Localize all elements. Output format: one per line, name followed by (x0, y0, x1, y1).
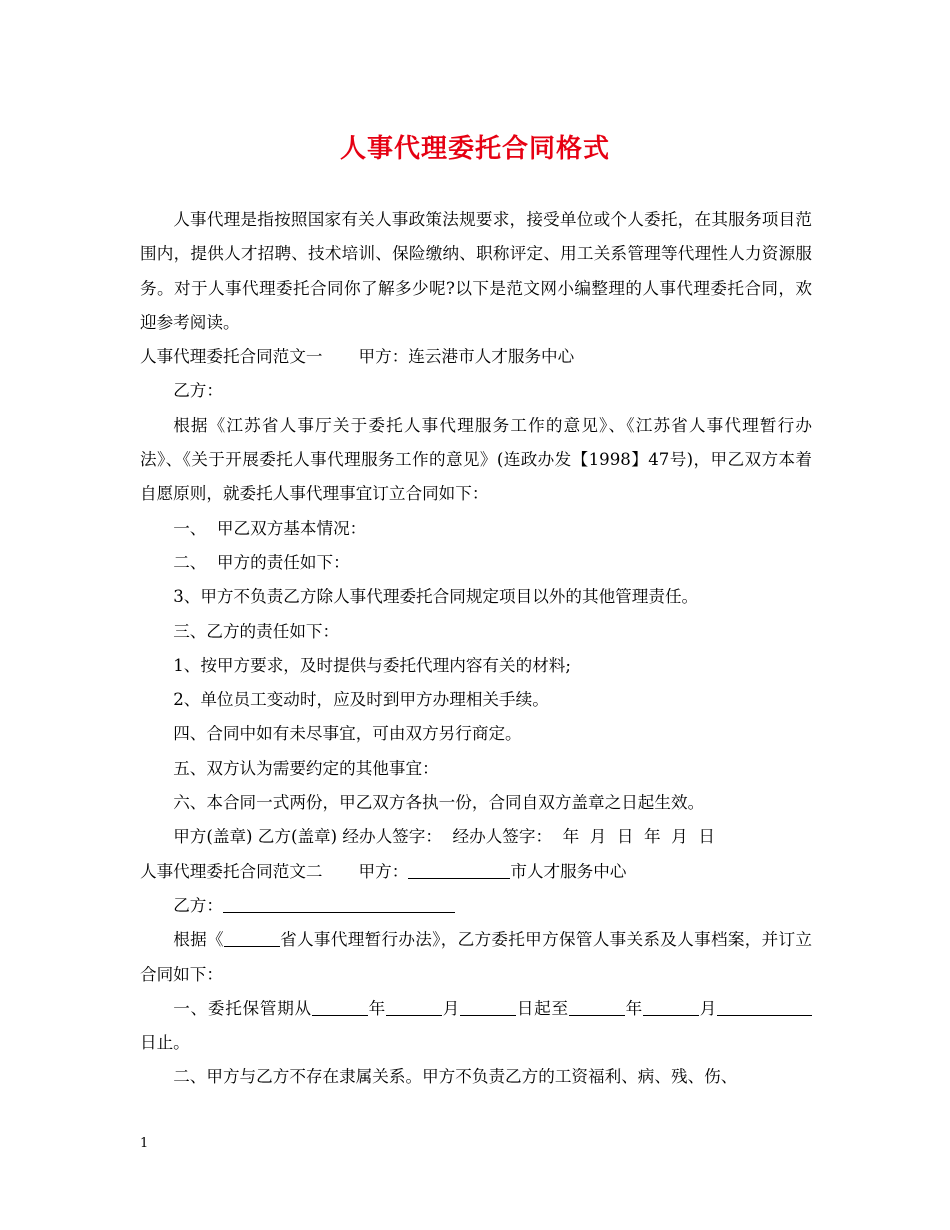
contract-item: 1、按甲方要求，及时提供与委托代理内容有关的材料; (173, 655, 571, 675)
fill-blank (223, 895, 455, 913)
fill-blank (717, 998, 777, 1016)
term-month: 月 (442, 998, 461, 1018)
contract-item: 五、双方认为需要约定的其他事宜： (173, 758, 439, 778)
fill-blank (386, 998, 442, 1016)
contract-item: 3、甲方不负责乙方除人事代理委托合同规定项目以外的其他管理责任。 (173, 587, 699, 607)
sample2-party-b: 乙方： (173, 895, 223, 915)
term-month2: 月 (698, 998, 718, 1018)
page-number: 1 (140, 1136, 149, 1151)
fill-blank (312, 998, 368, 1016)
sample1-heading: 人事代理委托合同范文一 (140, 347, 323, 367)
sample2-party-a-prefix: 甲方： (358, 861, 409, 881)
fill-blank (777, 998, 812, 1016)
fill-blank (408, 861, 510, 879)
sample2-party-a-suffix: 市人才服务中心 (510, 861, 627, 881)
fill-blank (224, 930, 280, 948)
sample1-party-a: 甲方：连云港市人才服务中心 (358, 347, 575, 367)
fill-blank (569, 998, 625, 1016)
contract-item: 三、乙方的责任如下： (173, 621, 340, 641)
contract-item: 2、单位员工变动时，应及时到甲方办理相关手续。 (173, 690, 549, 710)
contract-item: 六、本合同一式两份，甲乙双方各执一份，合同自双方盖章之日起生效。 (173, 793, 705, 813)
sample1-heading-line (140, 340, 812, 374)
document-title: 人事代理委托合同格式 (339, 134, 610, 164)
contract-item: 一、 甲乙双方基本情况： (173, 518, 367, 538)
term-end: 日止。 (140, 1033, 190, 1053)
signature-line: 甲方(盖章) 乙方(盖章) 经办人签字： 经办人签字： 年 月 日 年 月 日 (173, 827, 715, 847)
term-line (140, 992, 812, 1061)
sample1-party-b: 乙方： (173, 381, 223, 401)
fill-blank (460, 998, 516, 1016)
document-body (140, 203, 812, 1095)
sample2-party-b-line (140, 889, 812, 923)
sample2-basis-suffix: 省人事代理暂行办法》，乙方委托甲方保管人事关系及人事档案，并订立合同如下： (140, 930, 813, 984)
sample2-heading: 人事代理委托合同范文二 (140, 861, 323, 881)
fill-blank (643, 998, 699, 1016)
contract-item: 二、 甲方的责任如下： (173, 552, 350, 572)
term-year: 年 (367, 998, 386, 1018)
sample2-basis-line (140, 923, 812, 992)
intro-paragraph: 人事代理是指按照国家有关人事政策法规要求，接受单位或个人委托，在其服务项目范围内，提供人才招聘、技术培训、保险缴纳、职称评定、用工关系管理等代理性人力资源服务。对于人事代理委托合同你了解多少呢?以下是范文网小编整理的人事代理委托合同，欢迎参考阅读。 (140, 210, 812, 332)
contract-item: 二、甲方与乙方不存在隶属关系。甲方不负责乙方的工资福利、病、残、伤、 (173, 1067, 738, 1087)
term-prefix: 一、委托保管期从 (173, 998, 312, 1018)
term-year2: 年 (624, 998, 643, 1018)
sample2-heading-line (140, 855, 812, 889)
sample1-basis: 根据《江苏省人事厅关于委托人事代理服务工作的意见》、《江苏省人事代理暂行办法》、《关于开展委托人事代理服务工作的意见》(连政办发【1998】47号)，甲乙双方本着自愿原则，就委托人事代理事宜订立合同如下： (140, 415, 812, 504)
contract-item: 四、合同中如有未尽事宜，可由双方另行商定。 (173, 724, 522, 744)
sample2-basis-prefix: 根据《 (173, 930, 224, 950)
term-day-to: 日起至 (516, 998, 569, 1018)
